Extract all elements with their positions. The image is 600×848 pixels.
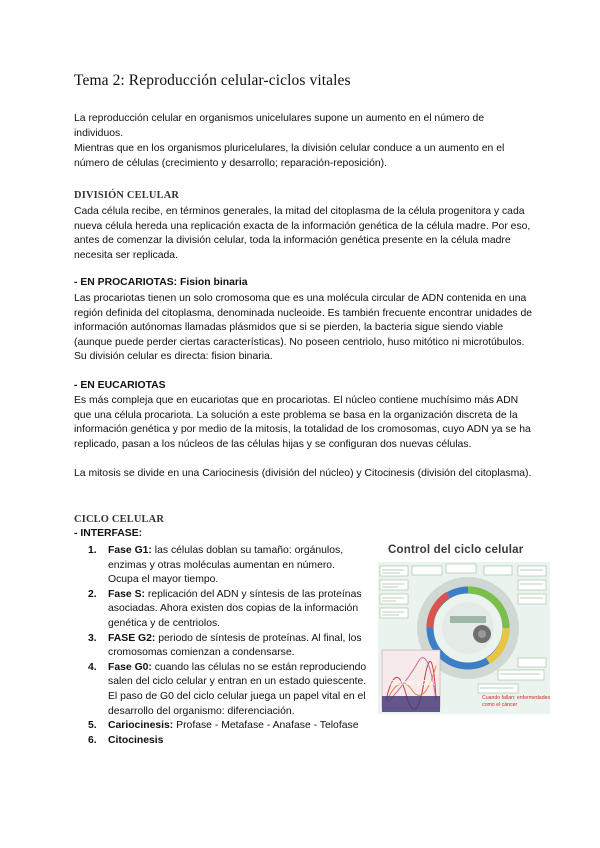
annotation-box [446, 564, 476, 573]
division-heading: DIVISIÓN CELULAR [74, 190, 180, 201]
intro-paragraph-2: Mientras que en los organismos pluricelulares, la división celular conduce a un aumento en el número de células (crecimiento y desarrollo; reparación-reposición). [74, 143, 505, 169]
list-term: Fase G1: [108, 545, 152, 556]
list-term: Citocinesis [108, 734, 164, 746]
center-label-bar [450, 616, 486, 623]
annotation-box [380, 608, 408, 618]
list-number: 5. [88, 720, 97, 732]
eucariotas-text: Es más compleja que en eucariotas que en procariotas. El núcleo contiene muchísimo más ADN que una célula procariota. La solución a este problema se basa en la organización discreta de la información genética y por medio de la mitosis, la totalidad de los cromosomas, cuyo ADN ya se ha replicado, pasan a los núcleos de las células hijas y se configuran dos nuevas células. [74, 395, 531, 450]
list-term: Fase S: [108, 588, 145, 600]
figure-caption: Cuando fallan: enfermedades como el cáncer [482, 695, 551, 708]
list-number: 1. [88, 545, 97, 556]
list-item [88, 544, 368, 588]
graph-label-band [382, 696, 440, 712]
interfase-heading: - INTERFASE: [74, 528, 143, 539]
list-description: periodo de síntesis de proteínas. Al final, los cromosomas comienzan a condensarse. [108, 632, 362, 659]
annotation-box [478, 684, 518, 693]
interfase-list [88, 544, 368, 748]
annotation-box [380, 566, 408, 576]
list-item [88, 719, 368, 734]
annotation-box [498, 670, 544, 680]
annotation-box [380, 594, 408, 604]
list-description: las células doblan su tamaño: orgánulos, enzimas y otras moléculas aumentan en número. Ocupa el mayor tiempo. [108, 545, 344, 586]
list-term: FASE G2: [108, 632, 156, 644]
figure-panel [378, 562, 550, 714]
intro-paragraph-1: La reproducción celular en organismos unicelulares supone un aumento en el número de individuos. [74, 113, 485, 139]
figure-graph-label: Ciclinas y Cdk [390, 680, 435, 687]
list-number: 4. [88, 661, 97, 673]
annotation-box [380, 580, 408, 590]
list-number: 3. [88, 632, 97, 644]
cell-cycle-figure [378, 540, 550, 720]
list-number: 6. [88, 734, 97, 746]
division-text: Cada célula recibe, en términos generales, la mitad del citoplasma de la célula progenitora y cada nueva célula hereda una replicación exacta de la información genética de la célula madre. Por eso, antes de comenzar la división celular, toda la información genética presente en la célula madre necesita ser replicada. [74, 206, 531, 261]
annotation-box [412, 566, 442, 575]
list-item [88, 661, 368, 719]
list-term: Cariocinesis: [108, 720, 174, 732]
list-term: Fase G0: [108, 661, 152, 673]
annotation-box [518, 594, 546, 604]
list-number: 2. [88, 588, 97, 600]
list-description: replicación del ADN y síntesis de las proteínas asociadas. Ahora existen dos copias de la información genética y de centriolos. [108, 588, 362, 629]
list-description: cuando las células no se están reproduciendo salen del ciclo celular y entran en un estado quiescente. El paso de G0 del ciclo celular juega un papel vital en el desarrollo del organismo: diferenciación. [108, 661, 367, 717]
annotation-box [484, 566, 512, 575]
page-title: Tema 2: Reproducción celular-ciclos vitales [74, 72, 351, 89]
procariotas-text: Las procariotas tienen un solo cromosoma que es una molécula circular de ADN contenida en una región definida del citoplasma, denominada nucleoide. Es también frecuente encontrar unidades de información autónomas llamadas plásmidos que si se pierden, la bacteria sigue siendo viable (aunque puede perder ciertas características). No poseen centriolo, huso mitótico ni microtúbulos. Su división celular es directa: fision binaria. [74, 293, 533, 363]
annotation-box [518, 566, 546, 576]
annotation-box [518, 580, 546, 590]
procariotas-heading: - EN PROCARIOTAS: Fision binaria [74, 277, 248, 288]
list-item [88, 632, 368, 661]
eucariotas-text-2: La mitosis se divide en una Cariocinesis (división del núcleo) y Citocinesis (división del citoplasma). [74, 468, 532, 479]
annotation-box [518, 658, 546, 667]
cell-nucleus [478, 630, 486, 638]
ciclo-heading: CICLO CELULAR [74, 514, 165, 525]
figure-title: Control del ciclo celular [388, 544, 524, 556]
cell-cycle-diagram [378, 562, 550, 714]
eucariotas-heading: - EN EUCARIOTAS [74, 380, 166, 391]
list-item [88, 734, 368, 749]
list-item [88, 588, 368, 632]
list-description: Profase - Metafase - Anafase - Telofase [173, 720, 359, 732]
